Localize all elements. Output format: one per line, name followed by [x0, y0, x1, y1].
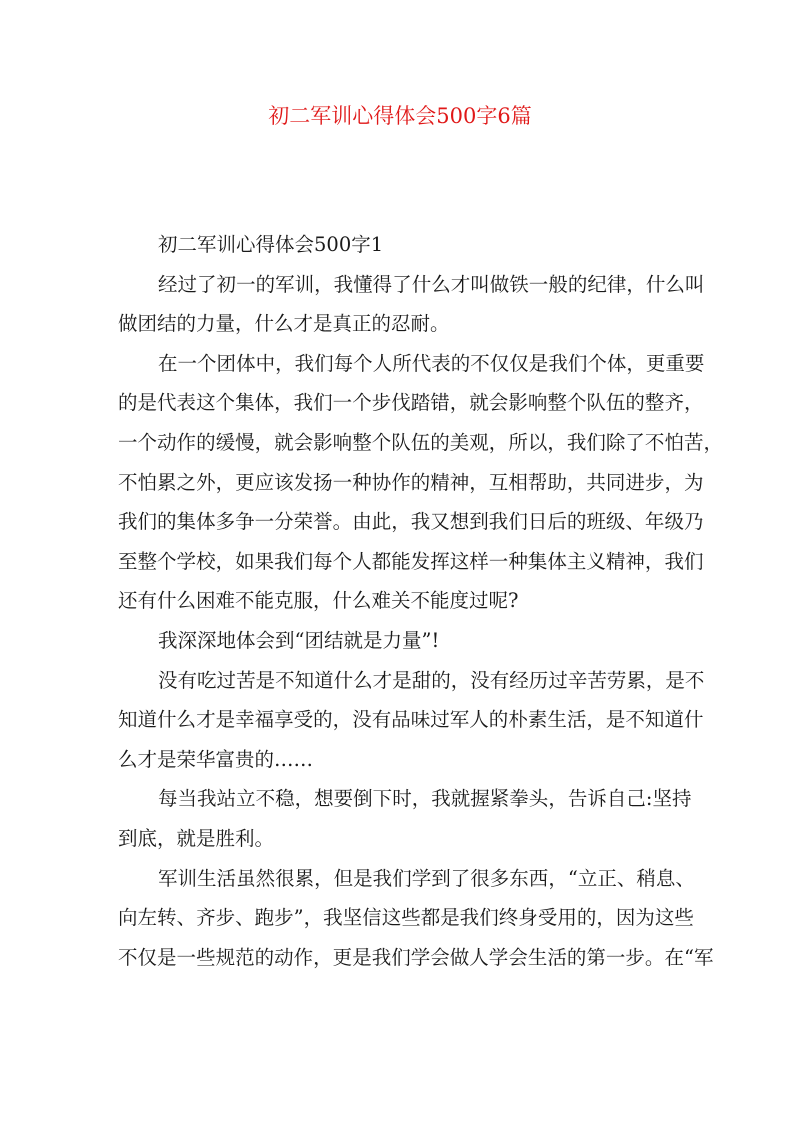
text-line: 没 有 吃 过 苦 是 不 知 道 什 么 才 是 甜 的 ， 没 有 经 历 过 辛 苦 劳 累 ， 是 不 [158, 668, 705, 692]
text-line: 的 是 代 表 这 个 集 体 ， 我 们 一 个 步 伐 踏 错 ， 就 会 影 响 整 个 队 伍 的 整 齐 ， [118, 391, 704, 415]
text-line: 向 左 转 、 齐 步 、 跑 步 ” ， 我 坚 信 这 些 都 是 我 们 终 身 受 用 的 ， 因 为 这 些 [118, 906, 694, 930]
text-line: 至 整 个 学 校 ， 如 果 我 们 每 个 人 都 能 发 挥 这 样 一 种 集 体 主 义 精 神 ， 我 们 [118, 549, 704, 573]
document-title: 初二军训心得体会500字6篇 [268, 104, 532, 128]
text-line: 不 仅 是 一 些 规 范 的 动 作 ， 更 是 我 们 学 会 做 人 学 会 生 活 的 第 一 步 。 在 “ 军 [118, 945, 714, 969]
text-line: 在 一 个 团 体 中 ， 我 们 每 个 人 所 代 表 的 不 仅 仅 是 我 们 个 体 ， 更 重 要 [158, 351, 705, 375]
text-line: 初二军训心得体会500字1 [158, 233, 384, 256]
text-line: 我 们 的 集 体 多 争 一 分 荣 誉 。 由 此 ， 我 又 想 到 我 们 日 后 的 班 级 、 年 级 乃 [118, 510, 704, 534]
text-line: 么才是荣华富贵的…… [118, 747, 314, 771]
text-line: 知 道 什 么 才 是 幸 福 享 受 的 ， 没 有 品 味 过 军 人 的 朴 素 生 活 ， 是 不 知 道 什 [118, 708, 704, 732]
text-line: 我深深地体会到“团结就是力量”! [158, 628, 440, 652]
text-line: 每 当 我 站 立 不 稳 ， 想 要 倒 下 时 ， 我 就 握 紧 拳 头 ， 告 诉 自 己 : 坚 持 [158, 787, 692, 811]
text-line: 经 过 了 初 一 的 军 训 ， 我 懂 得 了 什 么 才 叫 做 铁 一 般 的 纪 律 ， 什 么 叫 [158, 272, 705, 296]
text-line: 还有什么困难不能克服，什么难关不能度过呢? [118, 589, 519, 613]
text-line: 不 怕 累 之 外 ， 更 应 该 发 扬 一 种 协 作 的 精 神 ， 互 相 帮 助 ， 共 同 进 步 ， 为 [118, 470, 704, 494]
text-line: 做团结的力量，什么才是真正的忍耐。 [118, 312, 450, 336]
text-line: 到底，就是胜利。 [118, 826, 275, 850]
text-line: 一 个 动 作 的 缓 慢 ， 就 会 影 响 整 个 队 伍 的 美 观 ， 所 以 ， 我 们 除 了 不 怕 苦 ， [118, 430, 723, 454]
document-body [118, 225, 723, 977]
text-line: 军 训 生 活 虽 然 很 累 ， 但 是 我 们 学 到 了 很 多 东 西 ， “ 立 正 、 稍 息 、 [158, 866, 695, 890]
